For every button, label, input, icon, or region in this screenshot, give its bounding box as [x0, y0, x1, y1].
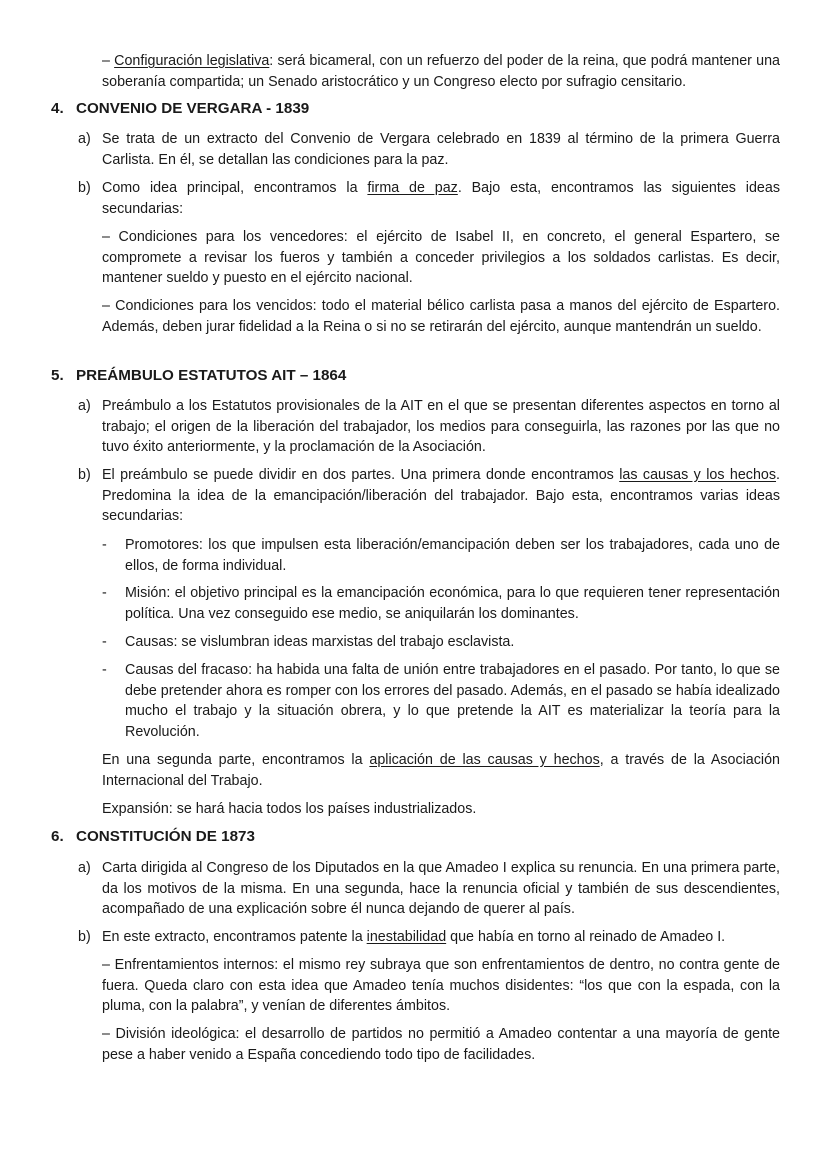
- intro-paragraph: [102, 51, 780, 92]
- bullet-text: Promotores: los que impulsen esta liberación/emancipación deben ser los trabajadores, cada uno de ellos, de forma individual.: [125, 537, 780, 574]
- item-label: a): [78, 860, 91, 876]
- section-5-bullet-promotores: [102, 535, 780, 576]
- item-text: Carta dirigida al Congreso de los Diputados en la que Amadeo I explica su renuncia. En una primera parte, da los motivos de la misma. En una segunda, hace la renuncia oficial y también de sus descendientes, acompañado de una explicación sobre él nunca dejando de querer al país.: [102, 860, 780, 917]
- bullet-text: Causas: se vislumbran ideas marxistas del trabajo esclavista.: [125, 634, 515, 650]
- text-fragment: El preámbulo se puede dividir en dos partes. Una primera donde encontramos: [102, 467, 620, 483]
- section-6-paragraph-division: – División ideológica: el desarrollo de partidos no permitió a Amadeo contentar a una mayoría de gente pese a haber venido a España concediendo todo tipo de facilidades.: [102, 1026, 780, 1063]
- intro-dash: –: [102, 53, 115, 69]
- text-fragment: Como idea principal, encontramos la: [102, 180, 368, 196]
- section-4-number: 4.: [51, 100, 64, 117]
- section-5-paragraph-expansion: Expansión: se hará hacia todos los países industrializados.: [102, 801, 477, 817]
- text-fragment: En este extracto, encontramos patente la: [102, 929, 367, 945]
- section-5-item-a: [78, 396, 780, 458]
- bullet-text: Misión: el objetivo principal es la emancipación económica, para lo que requieren tener representación política. Una vez conseguido ese medio, se aniquilarán los dominantes.: [125, 585, 780, 622]
- section-4-paragraph-vencidos: – Condiciones para los vencidos: todo el material bélico carlista pasa a manos del ejército de Espartero. Además, deben jurar fidelidad a la Reina o si no se retirarán del ejército, aunque mantendrán un sueldo.: [102, 298, 780, 335]
- item-text: [102, 178, 780, 219]
- section-6-item-a: [78, 858, 780, 920]
- intro-text: : será bicameral, con un refuerzo del poder de la reina, que podrá mantener una soberanía compartida; un Senado aristocrático y un Congreso electo por sufragio censitario.: [102, 53, 780, 90]
- section-5-number: 5.: [51, 367, 64, 384]
- section-6-number: 6.: [51, 828, 64, 845]
- section-4-heading: [51, 99, 309, 119]
- item-label: a): [78, 131, 91, 147]
- text-fragment: , a través de la Asociación Internacional del Trabajo.: [102, 752, 780, 789]
- item-label: a): [78, 398, 91, 414]
- underlined-term: inestabilidad: [366, 929, 447, 945]
- section-5-heading: [51, 366, 346, 386]
- section-5-bullet-causas-fracaso: [102, 660, 780, 742]
- underlined-term: las causas y los hechos: [619, 467, 777, 483]
- section-4-title: CONVENIO DE VERGARA - 1839: [76, 100, 310, 117]
- bullet-marker: -: [102, 662, 107, 678]
- section-4-item-a: [78, 129, 780, 170]
- section-5-bullet-causas: [102, 632, 780, 653]
- text-fragment: que había en torno al reinado de Amadeo I.: [446, 929, 726, 945]
- section-6-paragraph-enfrentamientos: – Enfrentamientos internos: el mismo rey subraya que son enfrentamientos de dentro, no contra gente de fuera. Queda claro con esta idea que Amadeo tenía muchos disidentes: “los que con la espada, con la pluma, con la palabra”, y venían de diferentes ámbitos.: [102, 957, 780, 1014]
- underlined-term: firma de paz: [367, 180, 458, 196]
- section-6-title: CONSTITUCIÓN DE 1873: [76, 828, 255, 845]
- bullet-marker: -: [102, 537, 107, 553]
- item-label: b): [78, 180, 91, 196]
- bullet-marker: -: [102, 585, 107, 601]
- section-5-bullet-mision: [102, 583, 780, 624]
- item-text: [102, 927, 780, 948]
- bullet-marker: -: [102, 634, 107, 650]
- intro-underlined-term: Configuración legislativa: [114, 53, 270, 69]
- text-fragment: . Predomina la idea de la emancipación/liberación del trabajador. Bajo esta, encontramos varias ideas secundarias:: [102, 467, 780, 524]
- section-5-title: PREÁMBULO ESTATUTOS AIT – 1864: [76, 367, 347, 384]
- text-fragment: . Bajo esta, encontramos las siguientes ideas secundarias:: [102, 180, 780, 217]
- underlined-term: aplicación de las causas y hechos: [369, 752, 600, 768]
- text-fragment: En una segunda parte, encontramos la: [102, 752, 370, 768]
- section-6-heading: [51, 827, 255, 847]
- section-4-item-b: [78, 178, 780, 219]
- section-4-paragraph-vencedores: – Condiciones para los vencedores: el ejército de Isabel II, en concreto, el general Espartero, se compromete a revisar los fueros y también a conceder privilegios a los soldados carlistas. Es decir, mantener sueldo y puesto en el ejército nacional.: [102, 229, 780, 286]
- section-6-item-b: [78, 927, 780, 948]
- section-5-item-b: [78, 465, 780, 527]
- item-text: Preámbulo a los Estatutos provisionales de la AIT en el que se presentan diferentes aspectos en torno al trabajo; el origen de la liberación del trabajador, los medios para conseguirla, las razones por las que no tuvo éxito anteriormente, y la proclamación de la Asociación.: [102, 398, 780, 455]
- item-label: b): [78, 467, 91, 483]
- section-5-paragraph-segunda-parte: [102, 750, 780, 791]
- bullet-text: Causas del fracaso: ha habida una falta de unión entre trabajadores en el pasado. Por tanto, lo que se debe pretender ahora es romper con los errores del pasado. Además, en el pasado se había idealizado mucho el trabajo y la situación obrera, y lo que pretende la AIT es materializar la teoría para la Revolución.: [125, 662, 780, 740]
- item-text: Se trata de un extracto del Convenio de Vergara celebrado en 1839 al término de la primera Guerra Carlista. En él, se detallan las condiciones para la paz.: [102, 131, 780, 168]
- item-label: b): [78, 929, 91, 945]
- item-text: [102, 465, 780, 527]
